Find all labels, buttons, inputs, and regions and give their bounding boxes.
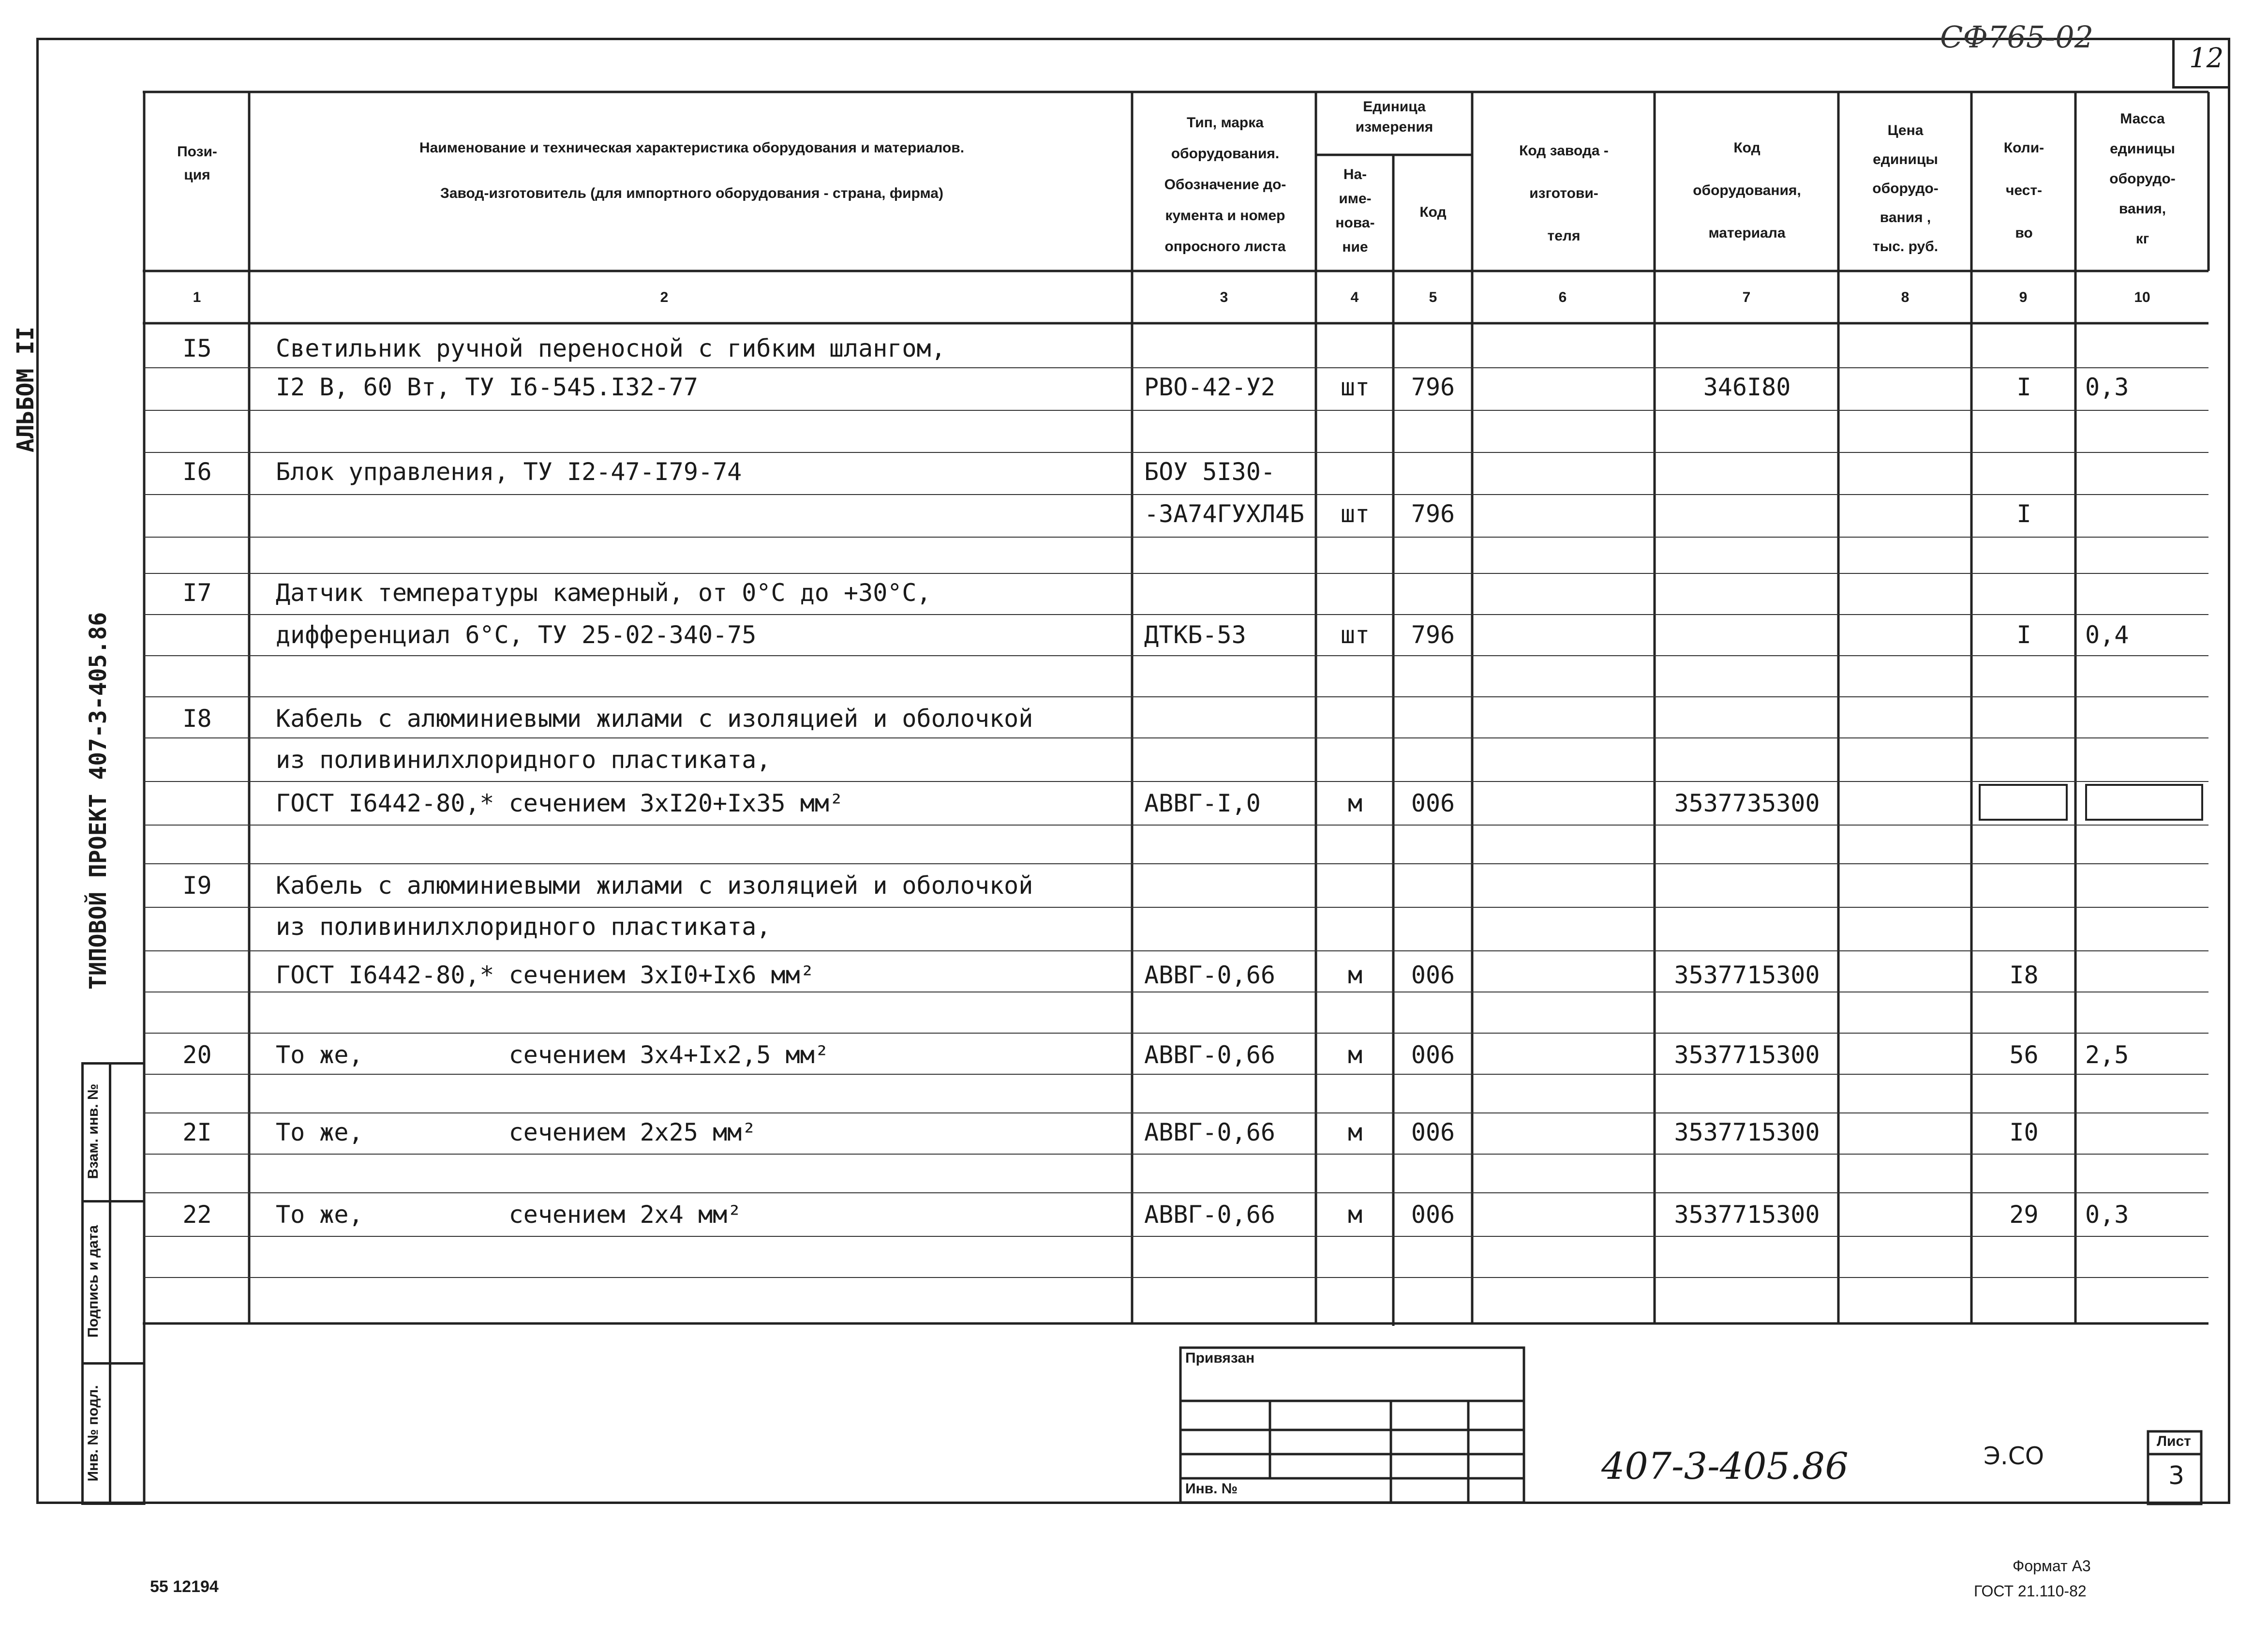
cell-name: ГОСТ I6442-80,* сечением 3хI0+Iх6 мм² [276, 961, 815, 989]
inv-no-label: Инв. № [1185, 1481, 1238, 1497]
cell-name: Светильник ручной переносной с гибким шлангом, [276, 334, 946, 362]
header-unit-group: Единица измерения [1355, 99, 1433, 135]
cell-unit-code: 796 [1411, 373, 1455, 401]
privyazan-block-lines [1180, 1348, 1524, 1503]
cell-qty: I [2016, 621, 2031, 649]
cell-type: АВВГ-I,0 [1144, 789, 1261, 817]
cell-type: АВВГ-0,66 [1144, 1201, 1275, 1229]
col-num-1: 1 [193, 289, 201, 305]
sheet-label: Лист [2157, 1433, 2191, 1449]
side-album-label: АЛЬБОМ II [12, 326, 39, 453]
cell-name: То же, сечением 2х25 мм² [276, 1118, 757, 1146]
cell-name: ГОСТ I6442-80,* сечением 3хI20+Iх35 мм² [276, 789, 844, 817]
cell-equip-code: 3537715300 [1674, 961, 1820, 989]
cell-mass: 0,3 [2085, 373, 2129, 401]
cell-pos: 2I [182, 1118, 212, 1146]
side-box-inv: Инв. № подл. [85, 1385, 101, 1482]
top-stamp: СФ765-02 [1940, 19, 2094, 55]
side-box-podpis: Подпись и дата [85, 1225, 101, 1338]
cell-name: дифференциал 6°С, ТУ 25-02-340-75 [276, 621, 757, 649]
qty-empty-box [1980, 785, 2067, 820]
header-name-line1: Наименование и техническая характеристика оборудования и материалов. [419, 140, 965, 156]
cell-unit-code: 006 [1411, 789, 1455, 817]
cell-unit: м [1347, 1118, 1363, 1146]
col-num-8: 8 [1901, 289, 1910, 305]
col-num-3: 3 [1220, 289, 1228, 305]
cell-unit: м [1347, 789, 1363, 817]
cell-unit-code: 006 [1411, 1041, 1455, 1069]
cell-type: ДТКБ-53 [1144, 621, 1246, 649]
header-unit-name: На- име- нова- ние [1335, 166, 1375, 255]
cell-unit: шт [1340, 373, 1370, 401]
side-project-label: ТИПОВОЙ ПРОЕКТ 407-3-405.86 [85, 612, 112, 990]
cell-unit-code: 006 [1411, 1118, 1455, 1146]
cell-mass: 2,5 [2085, 1041, 2129, 1069]
cell-pos: I9 [182, 872, 212, 900]
col-num-10: 10 [2134, 289, 2150, 305]
cell-type: АВВГ-0,66 [1144, 1118, 1275, 1146]
cell-name: из поливинилхлоридного пластиката, [276, 913, 771, 941]
cell-pos: I7 [182, 579, 212, 607]
header-qty: Коли- чест- во [2003, 140, 2044, 241]
cell-qty: 29 [2009, 1201, 2039, 1229]
header-factory-code: Код завода - изготови- теля [1519, 143, 1609, 244]
cell-qty: I0 [2009, 1118, 2039, 1146]
cell-type: АВВГ-0,66 [1144, 1041, 1275, 1069]
header-name-line2: Завод-изготовитель (для импортного оборудования - страна, фирма) [440, 185, 943, 201]
cell-unit: шт [1340, 500, 1370, 528]
cell-pos: 20 [182, 1041, 212, 1069]
cell-equip-code: 3537715300 [1674, 1118, 1820, 1146]
cell-pos: I5 [182, 334, 212, 362]
header-mass: Масса единицы оборудо- вания, кг [2109, 111, 2176, 247]
cell-unit: м [1347, 1201, 1363, 1229]
cell-mass: 0,3 [2085, 1201, 2129, 1229]
col-num-5: 5 [1429, 289, 1437, 305]
cell-type: АВВГ-0,66 [1144, 961, 1275, 989]
cell-name: из поливинилхлоридного пластиката, [276, 746, 771, 774]
sheet-number: 3 [2168, 1461, 2185, 1490]
cell-type: РВО-42-У2 [1144, 373, 1275, 401]
cell-qty: I [2016, 373, 2031, 401]
cell-qty: I [2016, 500, 2031, 528]
cell-unit-code: 006 [1411, 1201, 1455, 1229]
cell-equip-code: 3537715300 [1674, 1201, 1820, 1229]
col-num-2: 2 [660, 289, 669, 305]
cell-qty: 56 [2009, 1041, 2039, 1069]
side-box-vzam: Взам. инв. № [85, 1083, 101, 1179]
doc-mark: Э.СО [1984, 1442, 2044, 1470]
cell-unit: шт [1340, 621, 1370, 649]
format-label: Формат А3 [2013, 1557, 2091, 1575]
cell-pos: I6 [182, 458, 212, 486]
col-num-9: 9 [2019, 289, 2028, 305]
cell-qty: I8 [2009, 961, 2039, 989]
privyazan-label: Привязан [1185, 1350, 1255, 1366]
header-pos: Пози- ция [177, 144, 217, 183]
col-num-7: 7 [1742, 289, 1751, 305]
cell-equip-code: 3537715300 [1674, 1041, 1820, 1069]
cell-name: Кабель с алюминиевыми жилами с изоляцией и оболочкой [276, 872, 1033, 900]
header-equip-code: Код оборудования, материала [1693, 140, 1801, 241]
cell-pos: I8 [182, 705, 212, 733]
cell-unit: м [1347, 961, 1363, 989]
cell-mass: 0,4 [2085, 621, 2129, 649]
col-num-6: 6 [1558, 289, 1567, 305]
mass-empty-box [2086, 785, 2202, 820]
sheet-corner-number: 12 [2189, 43, 2224, 74]
cell-equip-code: 3537735300 [1674, 789, 1820, 817]
header-price: Цена единицы оборудо- вания , тыс. руб. [1872, 122, 1939, 255]
cell-name: Кабель с алюминиевыми жилами с изоляцией и оболочкой [276, 705, 1033, 733]
cell-type: БОУ 5I30- [1144, 458, 1275, 486]
cell-equip-code: 346I80 [1703, 373, 1791, 401]
cell-unit: м [1347, 1041, 1363, 1069]
order-number: 55 12194 [150, 1578, 219, 1596]
cell-name: То же, сечением 2х4 мм² [276, 1201, 742, 1229]
header-unit-code: Код [1419, 204, 1447, 220]
cell-name: То же, сечением 3х4+Iх2,5 мм² [276, 1041, 829, 1069]
col-num-4: 4 [1350, 289, 1359, 305]
cell-unit-code: 006 [1411, 961, 1455, 989]
cell-type: -3А74ГУХЛ4Б [1144, 500, 1305, 528]
gost-label: ГОСТ 21.110-82 [1974, 1582, 2087, 1600]
cell-unit-code: 796 [1411, 500, 1455, 528]
cell-unit-code: 796 [1411, 621, 1455, 649]
cell-pos: 22 [182, 1201, 212, 1229]
cell-name: Датчик температуры камерный, от 0°С до +30°С, [276, 579, 931, 607]
cell-name: Блок управления, ТУ I2-47-I79-74 [276, 458, 742, 486]
doc-number: 407-3-405.86 [1601, 1444, 1849, 1488]
header-type: Тип, марка оборудования. Обозначение до- кумента и номер опросного листа [1164, 115, 1286, 255]
cell-name: I2 В, 60 Вт, ТУ I6-545.I32-77 [276, 373, 698, 401]
